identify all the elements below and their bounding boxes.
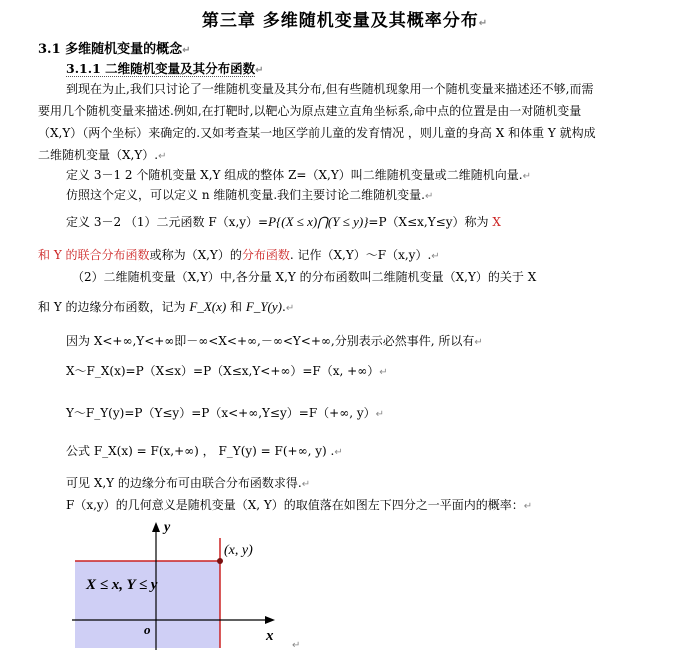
because-line: 因为 X<+∞,Y<+∞即－∞<X<+∞,－∞<Y<+∞,分别表示必然事件, 所以有↵ (66, 334, 483, 348)
corner-point (217, 558, 223, 564)
formula-line: 公式 F_X(x) = F(x,+∞) ， F_Y(y) = F(+∞, y) .↵ (66, 444, 343, 458)
definition-3-2-line2: 和 Y 的联合分布函数或称为（X,Y）的分布函数. 记作（X,Y）～F（x,y）.↵ (38, 248, 440, 262)
marginal-x-line: X～F_X(x)=P（X≤x）=P（X≤x,Y<+∞）=F（x, +∞）↵ (66, 364, 388, 378)
geometric-meaning-line: F（x,y）的几何意义是随机变量（X, Y）的取值落在如图左下四分之一平面内的概率：↵ (66, 498, 533, 512)
distribution-function-term: 分布函数 (241, 248, 290, 262)
paragraph-mark: ↵ (292, 640, 301, 651)
definition-3-1-note: 仿照这个定义，可以定义 n 维随机变量.我们主要讨论二维随机变量.↵ (66, 188, 434, 202)
subsection-heading: 3.1.1 二维随机变量及其分布函数↵ (66, 61, 264, 76)
definition-3-2-part2: （2）二维随机变量（X,Y）中,各分量 X,Y 的分布函数叫二维随机变量（X,Y）的关于 X (72, 270, 537, 284)
y-axis-label: y (164, 520, 171, 535)
joint-distribution-term: 和 Y 的联合分布函数 (38, 248, 150, 262)
y-axis-arrow (152, 522, 160, 532)
quadrant-figure (70, 518, 300, 652)
joint-prob-formula: P{(X ≤ x)⋂(Y ≤ y)} (268, 214, 369, 229)
x-axis-label: x (266, 628, 274, 644)
definition-3-2-line1: 定义 3－2 （1）二元函数 F（x,y）=P{(X ≤ x)⋂(Y ≤ y)}=P（X≤x,Y≤y）称为 X (66, 214, 501, 229)
origin-label: o (144, 622, 151, 637)
marginal-y-line: Y～F_Y(y)=P（Y≤y）=P（x<+∞,Y≤y）=F（+∞, y）↵ (66, 406, 385, 420)
definition-3-1: 定义 3－1 2 个随机变量 X,Y 组成的整体 Z=（X,Y）叫二维随机变量或二维随机向量.↵ (66, 168, 531, 182)
marginal-definition-line: 和 Y 的边缘分布函数，记为 F_X(x) 和 F_Y(y).↵ (38, 299, 295, 314)
point-label: (x, y) (224, 543, 253, 558)
chapter-title: 第三章 多维随机变量及其概率分布↵ (201, 11, 489, 31)
x-axis-arrow (265, 616, 275, 624)
section-heading: 3.1 多维随机变量的概念↵ (38, 42, 191, 57)
region-label: X ≤ x, Y ≤ y (86, 577, 158, 593)
intro-paragraph: 到现在为止,我们只讨论了一维随机变量及其分布,但有些随机现象用一个随机变量来描述还不够,而需要用几个随机变量来描述.例如,在打靶时,以靶心为原点建立直角坐标系,命中点的位置是由一对随机变量（X,Y）（两个坐标）来确定的.又如考查某一地区学前儿童的发育情况 ，则儿童的身高 X 和体重 Y 就构成二维随机变量（X,Y）.↵ (38, 82, 596, 162)
visible-line: 可见 X,Y 的边缘分布可由联合分布函数求得.↵ (66, 476, 311, 490)
